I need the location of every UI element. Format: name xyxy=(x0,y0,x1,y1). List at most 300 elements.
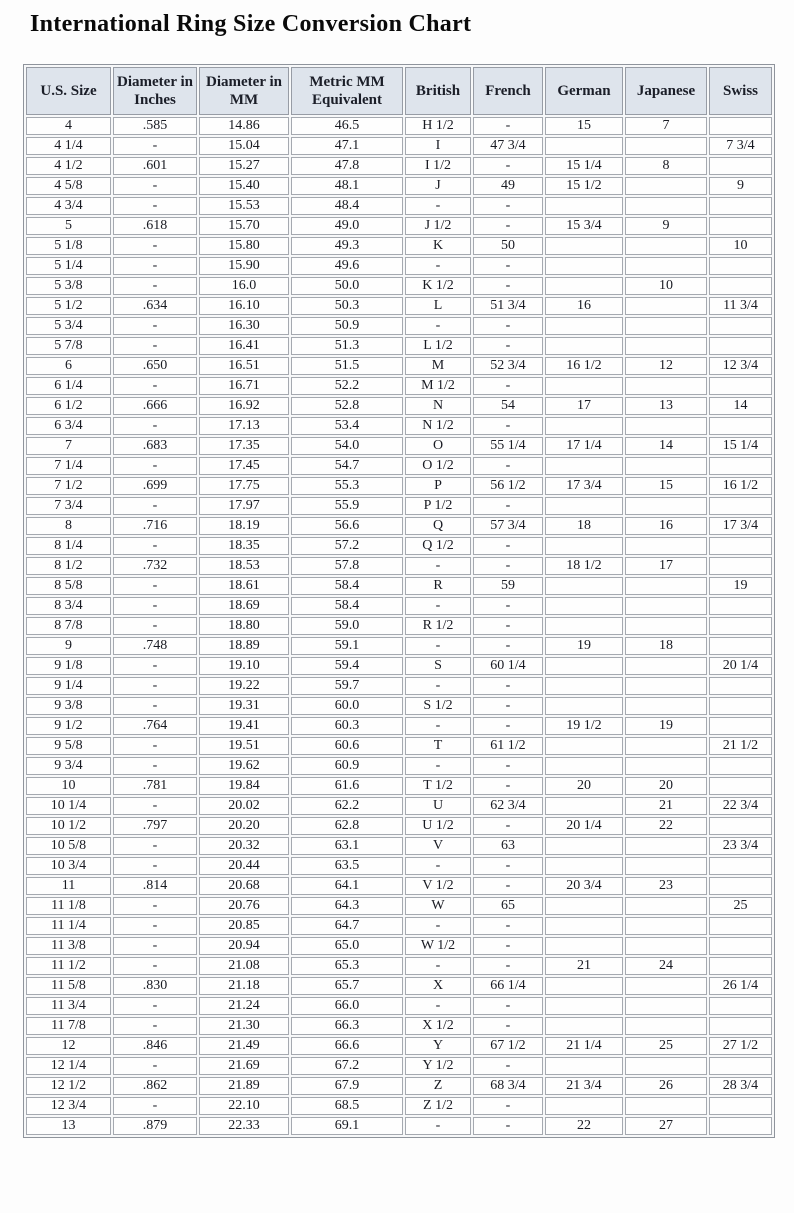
cell: 17.45 xyxy=(199,457,289,475)
cell: Y 1/2 xyxy=(405,1057,471,1075)
cell: 5 7/8 xyxy=(26,337,111,355)
cell: 5 3/8 xyxy=(26,277,111,295)
cell: 9 1/8 xyxy=(26,657,111,675)
cell xyxy=(709,377,772,395)
cell: 8 7/8 xyxy=(26,617,111,635)
cell: 16.51 xyxy=(199,357,289,375)
cell: - xyxy=(405,257,471,275)
cell: - xyxy=(473,757,543,775)
cell xyxy=(625,417,707,435)
cell: - xyxy=(405,317,471,335)
cell xyxy=(625,297,707,315)
cell: - xyxy=(473,697,543,715)
cell xyxy=(625,197,707,215)
cell: 49.6 xyxy=(291,257,403,275)
cell xyxy=(709,497,772,515)
table-row xyxy=(26,817,772,835)
cell: 47.1 xyxy=(291,137,403,155)
cell: 11 3/4 xyxy=(26,997,111,1015)
cell: - xyxy=(405,857,471,875)
cell: 59 xyxy=(473,577,543,595)
cell: 65 xyxy=(473,897,543,915)
cell: 64.7 xyxy=(291,917,403,935)
cell: 15.70 xyxy=(199,217,289,235)
cell: 18.69 xyxy=(199,597,289,615)
cell: 59.7 xyxy=(291,677,403,695)
cell: 17 xyxy=(545,397,623,415)
table-row xyxy=(26,1117,772,1135)
column-header-french: French xyxy=(473,67,543,115)
cell: 18.35 xyxy=(199,537,289,555)
cell xyxy=(709,317,772,335)
cell: - xyxy=(473,537,543,555)
cell: V xyxy=(405,837,471,855)
cell xyxy=(625,377,707,395)
cell: 23 3/4 xyxy=(709,837,772,855)
cell: 8 1/4 xyxy=(26,537,111,555)
table-row xyxy=(26,677,772,695)
cell: 51 3/4 xyxy=(473,297,543,315)
cell: - xyxy=(473,1057,543,1075)
cell: 19 xyxy=(625,717,707,735)
cell xyxy=(709,997,772,1015)
cell: 9 xyxy=(625,217,707,235)
table-row xyxy=(26,1057,772,1075)
cell xyxy=(545,317,623,335)
cell: 17 xyxy=(625,557,707,575)
table-row xyxy=(26,637,772,655)
cell: 22 xyxy=(545,1117,623,1135)
cell: 62 3/4 xyxy=(473,797,543,815)
cell: 12 1/4 xyxy=(26,1057,111,1075)
cell: 20.32 xyxy=(199,837,289,855)
cell: 52 3/4 xyxy=(473,357,543,375)
cell: 7 xyxy=(625,117,707,135)
cell: - xyxy=(113,317,197,335)
cell xyxy=(709,277,772,295)
cell: - xyxy=(473,157,543,175)
cell: 11 5/8 xyxy=(26,977,111,995)
cell xyxy=(709,1097,772,1115)
table-row xyxy=(26,757,772,775)
cell: 19.41 xyxy=(199,717,289,735)
cell: 12 xyxy=(625,357,707,375)
column-header-german: German xyxy=(545,67,623,115)
cell: Q xyxy=(405,517,471,535)
cell: .781 xyxy=(113,777,197,795)
cell: 16.41 xyxy=(199,337,289,355)
cell: - xyxy=(113,837,197,855)
cell: 22 xyxy=(625,817,707,835)
cell: 66.0 xyxy=(291,997,403,1015)
cell: 22.33 xyxy=(199,1117,289,1135)
cell: 20 1/4 xyxy=(545,817,623,835)
cell: 23 xyxy=(625,877,707,895)
cell xyxy=(625,1057,707,1075)
cell: .716 xyxy=(113,517,197,535)
cell: N 1/2 xyxy=(405,417,471,435)
cell xyxy=(625,837,707,855)
cell: 22.10 xyxy=(199,1097,289,1115)
cell: - xyxy=(113,1017,197,1035)
cell: S 1/2 xyxy=(405,697,471,715)
table-row xyxy=(26,837,772,855)
cell: 20 1/4 xyxy=(709,657,772,675)
cell xyxy=(709,757,772,775)
cell: 19.31 xyxy=(199,697,289,715)
cell: M 1/2 xyxy=(405,377,471,395)
cell xyxy=(545,337,623,355)
table-row xyxy=(26,777,772,795)
cell xyxy=(545,617,623,635)
cell: .814 xyxy=(113,877,197,895)
cell: 14 xyxy=(709,397,772,415)
table-row xyxy=(26,117,772,135)
cell: T xyxy=(405,737,471,755)
cell: 4 3/4 xyxy=(26,197,111,215)
cell: 14.86 xyxy=(199,117,289,135)
table-row xyxy=(26,137,772,155)
cell: 21.49 xyxy=(199,1037,289,1055)
cell: 52.2 xyxy=(291,377,403,395)
cell xyxy=(709,257,772,275)
cell xyxy=(625,597,707,615)
cell: 57.8 xyxy=(291,557,403,575)
table-row xyxy=(26,897,772,915)
cell: 58.4 xyxy=(291,597,403,615)
cell: 10 xyxy=(625,277,707,295)
cell xyxy=(545,137,623,155)
cell: 61 1/2 xyxy=(473,737,543,755)
cell: 18.53 xyxy=(199,557,289,575)
cell xyxy=(545,917,623,935)
cell: 8 3/4 xyxy=(26,597,111,615)
cell: J 1/2 xyxy=(405,217,471,235)
cell: - xyxy=(113,417,197,435)
cell: - xyxy=(473,877,543,895)
cell: 48.1 xyxy=(291,177,403,195)
cell: 17.75 xyxy=(199,477,289,495)
table-row xyxy=(26,317,772,335)
cell xyxy=(545,257,623,275)
cell xyxy=(709,637,772,655)
cell: 11 3/8 xyxy=(26,937,111,955)
cell: 56 1/2 xyxy=(473,477,543,495)
cell xyxy=(545,837,623,855)
cell: - xyxy=(473,217,543,235)
cell: 10 5/8 xyxy=(26,837,111,855)
cell: - xyxy=(473,337,543,355)
cell: 12 3/4 xyxy=(709,357,772,375)
cell xyxy=(709,217,772,235)
cell xyxy=(709,1017,772,1035)
cell: 60.9 xyxy=(291,757,403,775)
cell xyxy=(625,937,707,955)
cell: 6 3/4 xyxy=(26,417,111,435)
cell: 15 1/4 xyxy=(545,157,623,175)
cell: K 1/2 xyxy=(405,277,471,295)
cell: - xyxy=(113,1057,197,1075)
column-header-british: British xyxy=(405,67,471,115)
cell: 18.61 xyxy=(199,577,289,595)
cell: 10 xyxy=(709,237,772,255)
cell xyxy=(709,157,772,175)
cell xyxy=(625,137,707,155)
cell: - xyxy=(473,497,543,515)
cell: - xyxy=(113,497,197,515)
cell: 49 xyxy=(473,177,543,195)
cell: Q 1/2 xyxy=(405,537,471,555)
cell: 15.04 xyxy=(199,137,289,155)
table-row xyxy=(26,497,772,515)
cell: - xyxy=(113,697,197,715)
cell: 50 xyxy=(473,237,543,255)
cell xyxy=(625,977,707,995)
cell xyxy=(625,177,707,195)
table-row xyxy=(26,857,772,875)
table-row xyxy=(26,537,772,555)
cell xyxy=(545,677,623,695)
cell xyxy=(709,777,772,795)
cell xyxy=(545,1097,623,1115)
cell: - xyxy=(113,897,197,915)
cell xyxy=(709,617,772,635)
cell: - xyxy=(405,597,471,615)
table-row xyxy=(26,217,772,235)
cell: - xyxy=(113,997,197,1015)
cell xyxy=(545,577,623,595)
cell: - xyxy=(473,457,543,475)
cell: 54.7 xyxy=(291,457,403,475)
cell: 59.1 xyxy=(291,637,403,655)
cell: 4 1/2 xyxy=(26,157,111,175)
cell: 17 1/4 xyxy=(545,437,623,455)
cell: 16 1/2 xyxy=(545,357,623,375)
cell: - xyxy=(473,717,543,735)
cell: - xyxy=(405,557,471,575)
cell xyxy=(709,117,772,135)
cell: 69.1 xyxy=(291,1117,403,1135)
cell: 62.8 xyxy=(291,817,403,835)
cell: 8 5/8 xyxy=(26,577,111,595)
cell: - xyxy=(405,677,471,695)
cell xyxy=(709,917,772,935)
cell: 28 3/4 xyxy=(709,1077,772,1095)
cell xyxy=(625,337,707,355)
cell: 16 xyxy=(545,297,623,315)
cell: - xyxy=(473,317,543,335)
cell: 60.3 xyxy=(291,717,403,735)
cell: - xyxy=(473,277,543,295)
cell: 4 5/8 xyxy=(26,177,111,195)
cell: 20 3/4 xyxy=(545,877,623,895)
cell: - xyxy=(473,957,543,975)
cell: 15 xyxy=(625,477,707,495)
cell: 25 xyxy=(625,1037,707,1055)
cell xyxy=(709,537,772,555)
cell: 21.18 xyxy=(199,977,289,995)
cell: .748 xyxy=(113,637,197,655)
cell: 9 5/8 xyxy=(26,737,111,755)
cell: 63 xyxy=(473,837,543,855)
cell: 49.3 xyxy=(291,237,403,255)
cell: 15.27 xyxy=(199,157,289,175)
table-row xyxy=(26,877,772,895)
cell xyxy=(545,857,623,875)
cell: 20.85 xyxy=(199,917,289,935)
cell: - xyxy=(405,917,471,935)
cell: - xyxy=(113,257,197,275)
cell: 55.9 xyxy=(291,497,403,515)
cell: 64.1 xyxy=(291,877,403,895)
cell: 10 1/4 xyxy=(26,797,111,815)
cell: 16 xyxy=(625,517,707,535)
cell: 11 xyxy=(26,877,111,895)
cell: - xyxy=(405,637,471,655)
cell: W 1/2 xyxy=(405,937,471,955)
cell: 22 3/4 xyxy=(709,797,772,815)
cell: 52.8 xyxy=(291,397,403,415)
cell: 10 1/2 xyxy=(26,817,111,835)
cell: 17.35 xyxy=(199,437,289,455)
cell: 15 1/2 xyxy=(545,177,623,195)
table-row xyxy=(26,417,772,435)
cell: 17 3/4 xyxy=(545,477,623,495)
cell: - xyxy=(473,917,543,935)
cell xyxy=(545,997,623,1015)
cell: 15 xyxy=(545,117,623,135)
cell xyxy=(545,597,623,615)
cell: 4 1/4 xyxy=(26,137,111,155)
cell xyxy=(625,617,707,635)
cell: 14 xyxy=(625,437,707,455)
cell: 19.51 xyxy=(199,737,289,755)
cell: - xyxy=(113,857,197,875)
cell: 7 xyxy=(26,437,111,455)
cell: .797 xyxy=(113,817,197,835)
cell: 19.62 xyxy=(199,757,289,775)
column-header-japanese: Japanese xyxy=(625,67,707,115)
cell xyxy=(545,377,623,395)
cell xyxy=(625,657,707,675)
column-header-diameter-mm: Diameter in MM xyxy=(199,67,289,115)
cell xyxy=(709,197,772,215)
cell: 9 3/4 xyxy=(26,757,111,775)
cell xyxy=(625,677,707,695)
cell: 20.02 xyxy=(199,797,289,815)
cell: 65.0 xyxy=(291,937,403,955)
table-body xyxy=(26,117,772,1135)
cell xyxy=(709,817,772,835)
cell: 15.90 xyxy=(199,257,289,275)
cell: 27 1/2 xyxy=(709,1037,772,1055)
table-row xyxy=(26,157,772,175)
cell xyxy=(545,197,623,215)
cell: - xyxy=(113,757,197,775)
table-row xyxy=(26,397,772,415)
cell: 51.5 xyxy=(291,357,403,375)
cell: Y xyxy=(405,1037,471,1055)
cell: .764 xyxy=(113,717,197,735)
table-row xyxy=(26,977,772,995)
cell: 9 xyxy=(709,177,772,195)
cell xyxy=(545,977,623,995)
cell xyxy=(709,857,772,875)
cell xyxy=(625,497,707,515)
cell: - xyxy=(473,197,543,215)
cell xyxy=(625,317,707,335)
table-row xyxy=(26,437,772,455)
cell xyxy=(625,257,707,275)
cell: 8 xyxy=(26,517,111,535)
table-row xyxy=(26,277,772,295)
cell: 57 3/4 xyxy=(473,517,543,535)
table-row xyxy=(26,617,772,635)
cell: - xyxy=(473,997,543,1015)
table-header-row xyxy=(26,67,772,115)
cell: - xyxy=(113,197,197,215)
cell: 66.3 xyxy=(291,1017,403,1035)
cell: - xyxy=(113,657,197,675)
cell: 16.0 xyxy=(199,277,289,295)
cell: - xyxy=(113,597,197,615)
table-row xyxy=(26,237,772,255)
cell: 10 xyxy=(26,777,111,795)
cell: R 1/2 xyxy=(405,617,471,635)
cell: 15.53 xyxy=(199,197,289,215)
cell xyxy=(545,457,623,475)
cell: 6 1/4 xyxy=(26,377,111,395)
table-row xyxy=(26,1097,772,1115)
cell: 7 1/2 xyxy=(26,477,111,495)
cell: 19.10 xyxy=(199,657,289,675)
cell xyxy=(545,937,623,955)
cell: 53.4 xyxy=(291,417,403,435)
cell: .601 xyxy=(113,157,197,175)
cell: - xyxy=(473,677,543,695)
table-row xyxy=(26,257,772,275)
cell: 56.6 xyxy=(291,517,403,535)
cell xyxy=(625,577,707,595)
cell: X 1/2 xyxy=(405,1017,471,1035)
cell: 11 3/4 xyxy=(709,297,772,315)
cell: T 1/2 xyxy=(405,777,471,795)
cell xyxy=(625,457,707,475)
cell: 50.9 xyxy=(291,317,403,335)
cell: 65.3 xyxy=(291,957,403,975)
cell: 21 xyxy=(625,797,707,815)
cell: - xyxy=(113,337,197,355)
cell: 12 1/2 xyxy=(26,1077,111,1095)
cell: P 1/2 xyxy=(405,497,471,515)
cell: 12 3/4 xyxy=(26,1097,111,1115)
cell xyxy=(545,897,623,915)
cell: 11 1/2 xyxy=(26,957,111,975)
cell: 61.6 xyxy=(291,777,403,795)
cell: 13 xyxy=(625,397,707,415)
cell: - xyxy=(473,777,543,795)
cell: - xyxy=(473,937,543,955)
cell xyxy=(625,1017,707,1035)
table-row xyxy=(26,577,772,595)
cell: 8 1/2 xyxy=(26,557,111,575)
cell: 58.4 xyxy=(291,577,403,595)
table-row xyxy=(26,697,772,715)
cell: H 1/2 xyxy=(405,117,471,135)
cell: 11 7/8 xyxy=(26,1017,111,1035)
cell: 8 xyxy=(625,157,707,175)
cell: 18.80 xyxy=(199,617,289,635)
